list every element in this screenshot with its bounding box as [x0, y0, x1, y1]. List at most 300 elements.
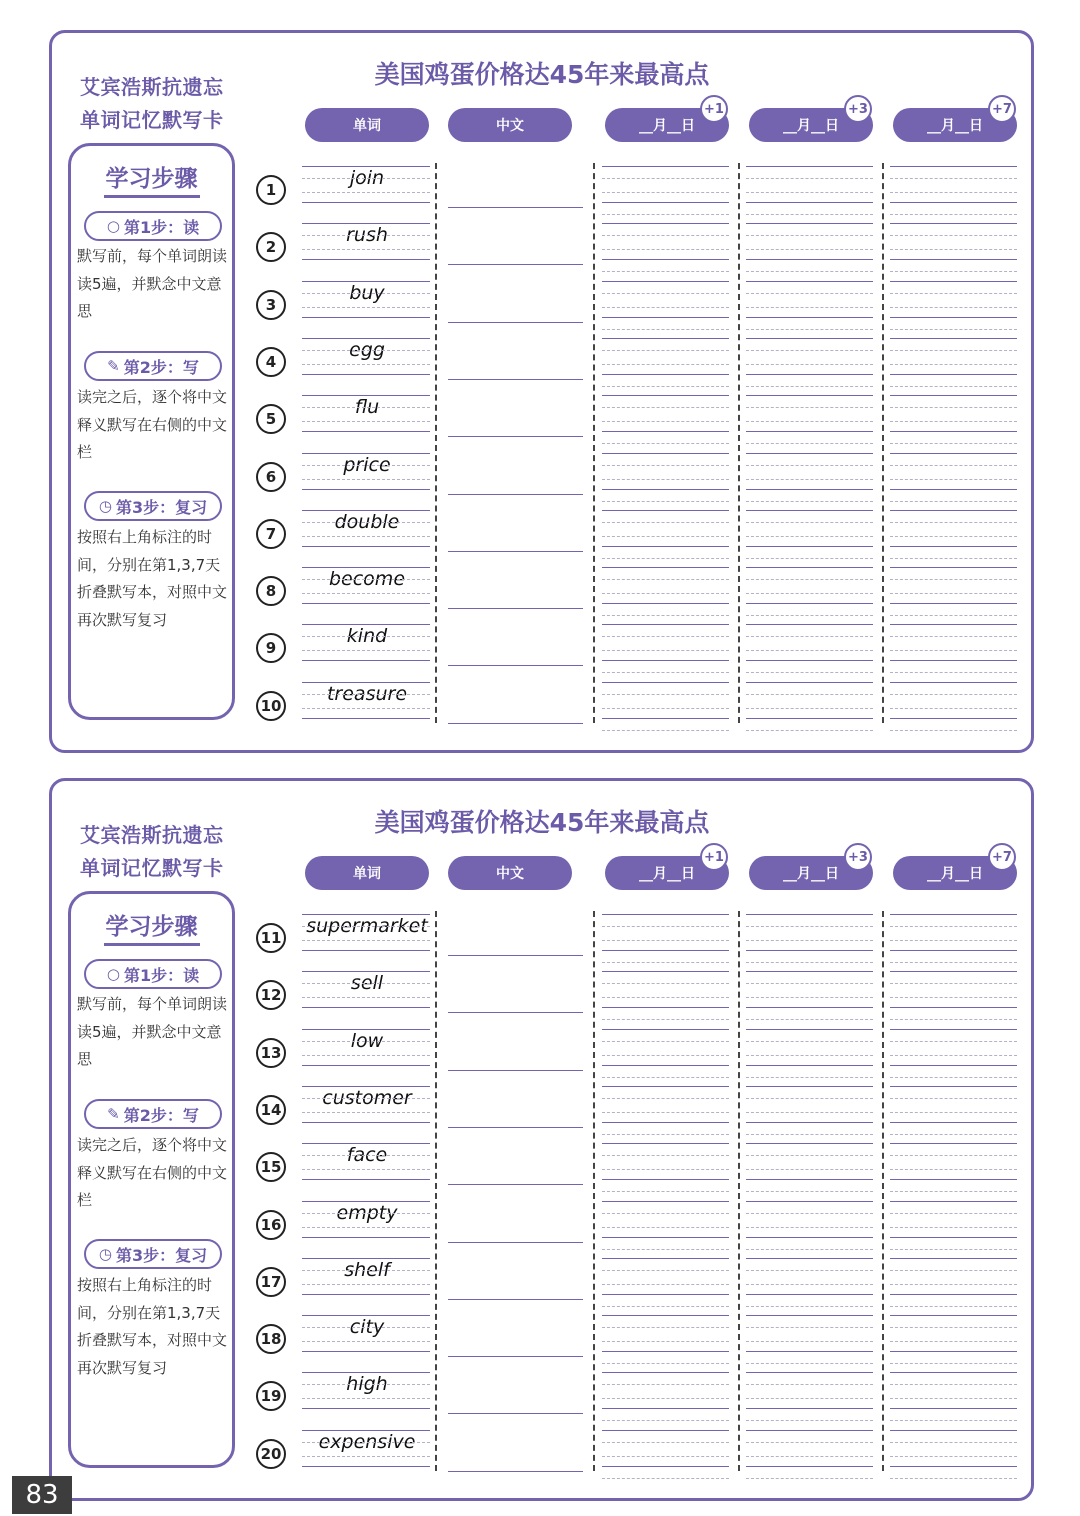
steps-title-text: 学习步骤: [104, 166, 200, 198]
word-row: [52, 970, 1037, 1027]
writing-line: [746, 1363, 873, 1364]
brand-line: 单词记忆默写卡: [80, 108, 224, 132]
writing-line: [602, 407, 729, 408]
row-number: 10: [256, 691, 286, 721]
word-text: face: [346, 1144, 388, 1167]
writing-line: [448, 1070, 583, 1071]
writing-line: [602, 1086, 729, 1087]
writing-line: [890, 983, 1017, 984]
writing-line: [746, 1179, 873, 1180]
writing-line: [746, 1420, 873, 1421]
writing-line: [746, 1384, 873, 1385]
writing-line: [302, 1398, 430, 1399]
word-text: high: [346, 1373, 388, 1396]
word-row: [52, 1371, 1037, 1428]
writing-line: [602, 1122, 729, 1123]
writing-line: [746, 1227, 873, 1228]
writing-line: [302, 624, 430, 625]
writing-line: [602, 997, 729, 998]
writing-line: [302, 249, 430, 250]
writing-line: [602, 1029, 729, 1030]
writing-line: [602, 718, 729, 719]
word-text: supermarket: [306, 915, 428, 937]
writing-line: [746, 374, 873, 375]
writing-line: [890, 1041, 1017, 1042]
writing-line: [746, 489, 873, 490]
header-date-3: __月__日: [749, 108, 873, 142]
writing-line: [890, 1351, 1017, 1352]
writing-line: [890, 730, 1017, 731]
writing-line: [746, 1041, 873, 1042]
writing-line: [746, 350, 873, 351]
writing-line: [602, 1112, 729, 1113]
writing-line: [602, 694, 729, 695]
writing-line: [302, 192, 430, 193]
writing-line: [890, 281, 1017, 282]
writing-line: [302, 522, 430, 523]
writing-line: [302, 1341, 430, 1342]
writing-line: [602, 453, 729, 454]
writing-line: [746, 636, 873, 637]
writing-line: [890, 1029, 1017, 1030]
writing-line: [602, 536, 729, 537]
writing-line: [602, 1408, 729, 1409]
word-row: [52, 1085, 1037, 1142]
writing-line: [602, 1155, 729, 1156]
writing-line: [602, 950, 729, 951]
writing-line: [890, 421, 1017, 422]
review-day-badge: +7: [988, 843, 1016, 871]
writing-line: [602, 465, 729, 466]
writing-line: [746, 479, 873, 480]
writing-line: [890, 940, 1017, 941]
word-text: sell: [350, 972, 384, 995]
word-row: [52, 913, 1037, 970]
row-number: 15: [256, 1152, 286, 1182]
word-text: buy: [349, 281, 385, 304]
writing-line: [746, 443, 873, 444]
word-text: treasure: [326, 682, 408, 705]
writing-line: [602, 338, 729, 339]
brand-title: [80, 71, 230, 137]
brand-line: 艾宾浩斯抗遗忘: [80, 75, 224, 99]
word-row: [52, 1200, 1037, 1257]
writing-line: [602, 914, 729, 915]
step-label: 第2步：写: [123, 1105, 199, 1125]
writing-line: [746, 593, 873, 594]
writing-line: [602, 1134, 729, 1135]
writing-line: [890, 235, 1017, 236]
writing-line: [746, 708, 873, 709]
writing-line: [890, 202, 1017, 203]
writing-line: [890, 1384, 1017, 1385]
word-text: rush: [346, 224, 388, 247]
writing-line: [746, 672, 873, 673]
writing-line: [746, 1122, 873, 1123]
writing-line: [302, 1456, 430, 1457]
writing-line: [746, 202, 873, 203]
writing-line: [890, 694, 1017, 695]
word-text: price: [343, 453, 391, 476]
writing-line: [302, 1327, 430, 1328]
writing-line: [890, 1191, 1017, 1192]
writing-line: [890, 1179, 1017, 1180]
writing-line: [890, 567, 1017, 568]
writing-line: [602, 443, 729, 444]
review-day-badge: +1: [700, 95, 728, 123]
writing-line: [890, 317, 1017, 318]
writing-line: [746, 1077, 873, 1078]
writing-line: [602, 395, 729, 396]
writing-line: [890, 249, 1017, 250]
writing-line: [602, 1179, 729, 1180]
clock-icon: ◷: [98, 497, 112, 515]
word-row: [52, 394, 1037, 451]
writing-line: [746, 1294, 873, 1295]
writing-line: [746, 926, 873, 927]
writing-line: [746, 1315, 873, 1316]
writing-line: [602, 421, 729, 422]
writing-line: [890, 465, 1017, 466]
writing-line: [890, 1270, 1017, 1271]
word-card: [49, 30, 1034, 753]
writing-line: [890, 479, 1017, 480]
writing-line: [302, 510, 430, 511]
word-row: [52, 1028, 1037, 1085]
word-text: become: [328, 568, 406, 591]
review-day-badge: +1: [700, 843, 728, 871]
writing-line: [890, 926, 1017, 927]
writing-line: [890, 546, 1017, 547]
writing-line: [746, 364, 873, 365]
writing-line: [890, 166, 1017, 167]
writing-line: [302, 1237, 430, 1238]
writing-line: [448, 1184, 583, 1185]
writing-line: [746, 579, 873, 580]
writing-line: [890, 307, 1017, 308]
writing-line: [746, 166, 873, 167]
writing-line: [890, 329, 1017, 330]
writing-line: [302, 453, 430, 454]
review-day-badge: +7: [988, 95, 1016, 123]
writing-line: [602, 1270, 729, 1271]
writing-line: [602, 249, 729, 250]
brand-title: [80, 819, 230, 885]
row-number: 3: [256, 290, 286, 320]
brand-line: 艾宾浩斯抗遗忘: [80, 823, 224, 847]
writing-line: [602, 682, 729, 683]
step-description: 读完之后，逐个将中文释义默写在右侧的中文栏: [77, 1136, 228, 1209]
writing-line: [302, 465, 430, 466]
writing-line: [890, 443, 1017, 444]
writing-line: [602, 1227, 729, 1228]
writing-line: [302, 694, 430, 695]
writing-line: [890, 1213, 1017, 1214]
step-label: 第2步：写: [123, 357, 199, 377]
writing-line: [890, 510, 1017, 511]
writing-line: [302, 1315, 430, 1316]
writing-line: [302, 1372, 430, 1373]
writing-line: [890, 1249, 1017, 1250]
writing-line: [746, 317, 873, 318]
row-number: 1: [256, 175, 286, 205]
writing-line: [746, 615, 873, 616]
row-number: 20: [256, 1439, 286, 1469]
writing-line: [448, 436, 583, 437]
writing-line: [602, 489, 729, 490]
writing-line: [602, 593, 729, 594]
writing-line: [602, 1284, 729, 1285]
writing-line: [602, 1019, 729, 1020]
writing-line: [746, 1466, 873, 1467]
writing-line: [602, 202, 729, 203]
writing-line: [890, 1227, 1017, 1228]
row-number: 6: [256, 462, 286, 492]
word-row: [52, 1142, 1037, 1199]
writing-line: [890, 1019, 1017, 1020]
writing-line: [890, 271, 1017, 272]
writing-line: [602, 364, 729, 365]
word-row: [52, 452, 1037, 509]
row-number: 2: [256, 232, 286, 262]
writing-line: [602, 293, 729, 294]
word-row: [52, 280, 1037, 337]
writing-line: [302, 1029, 430, 1030]
writing-line: [602, 431, 729, 432]
writing-line: [890, 1456, 1017, 1457]
speech-bubble-icon: ○: [106, 217, 120, 235]
writing-line: [602, 1258, 729, 1259]
writing-line: [890, 1055, 1017, 1056]
writing-line: [602, 178, 729, 179]
word-text: low: [350, 1029, 384, 1052]
writing-line: [448, 1012, 583, 1013]
writing-line: [746, 223, 873, 224]
writing-line: [890, 395, 1017, 396]
writing-line: [746, 1341, 873, 1342]
header-word: 单词: [305, 856, 429, 890]
writing-line: [302, 489, 430, 490]
writing-line: [890, 1143, 1017, 1144]
writing-line: [746, 914, 873, 915]
writing-line: [302, 603, 430, 604]
writing-line: [602, 1007, 729, 1008]
writing-line: [602, 1478, 729, 1479]
writing-line: [890, 374, 1017, 375]
word-text: egg: [349, 338, 385, 361]
writing-line: [890, 1201, 1017, 1202]
writing-line: [602, 1201, 729, 1202]
writing-line: [302, 926, 430, 927]
writing-line: [602, 1098, 729, 1099]
writing-line: [890, 650, 1017, 651]
writing-line: [746, 1284, 873, 1285]
writing-line: [602, 1237, 729, 1238]
writing-line: [602, 271, 729, 272]
page-number: 83: [12, 1476, 72, 1514]
writing-line: [302, 1430, 430, 1431]
writing-line: [602, 660, 729, 661]
word-text: shelf: [344, 1258, 390, 1281]
writing-line: [890, 1237, 1017, 1238]
word-row: [52, 509, 1037, 566]
writing-line: [302, 718, 430, 719]
writing-line: [302, 1384, 430, 1385]
writing-line: [746, 1408, 873, 1409]
writing-line: [448, 608, 583, 609]
writing-line: [890, 1478, 1017, 1479]
writing-line: [448, 1356, 583, 1357]
writing-line: [602, 1169, 729, 1170]
writing-line: [890, 1065, 1017, 1066]
writing-line: [746, 1258, 873, 1259]
writing-line: [302, 708, 430, 709]
writing-line: [302, 971, 430, 972]
writing-line: [890, 1077, 1017, 1078]
writing-line: [746, 1270, 873, 1271]
writing-line: [602, 1420, 729, 1421]
word-text: customer: [322, 1086, 412, 1109]
writing-line: [890, 1169, 1017, 1170]
writing-line: [746, 421, 873, 422]
writing-line: [602, 235, 729, 236]
writing-line: [602, 510, 729, 511]
writing-line: [302, 1466, 430, 1467]
header-chinese: 中文: [448, 108, 572, 142]
writing-line: [890, 1284, 1017, 1285]
writing-line: [602, 192, 729, 193]
writing-line: [746, 501, 873, 502]
writing-line: [890, 536, 1017, 537]
word-row: [52, 1314, 1037, 1371]
writing-line: [890, 914, 1017, 915]
writing-line: [890, 558, 1017, 559]
writing-line: [302, 1041, 430, 1042]
writing-line: [890, 1315, 1017, 1316]
writing-line: [602, 386, 729, 387]
writing-line: [602, 558, 729, 559]
writing-line: [448, 494, 583, 495]
writing-line: [602, 1077, 729, 1078]
header-chinese: 中文: [448, 856, 572, 890]
writing-line: [890, 1306, 1017, 1307]
writing-line: [746, 1007, 873, 1008]
writing-line: [302, 983, 430, 984]
word-card: [49, 778, 1034, 1501]
writing-line: [890, 971, 1017, 972]
step-description: 读完之后，逐个将中文释义默写在右侧的中文栏: [77, 388, 228, 461]
pencil-icon: ✎: [107, 1105, 120, 1123]
row-number: 12: [256, 980, 286, 1010]
writing-line: [746, 1372, 873, 1373]
writing-line: [302, 650, 430, 651]
writing-line: [302, 1065, 430, 1066]
writing-line: [746, 307, 873, 308]
word-text: flu: [354, 396, 380, 419]
row-number: 5: [256, 404, 286, 434]
writing-line: [448, 1127, 583, 1128]
row-number: 14: [256, 1095, 286, 1125]
writing-line: [746, 453, 873, 454]
writing-line: [302, 940, 430, 941]
row-number: 8: [256, 576, 286, 606]
writing-line: [302, 364, 430, 365]
writing-line: [602, 940, 729, 941]
writing-line: [602, 374, 729, 375]
writing-line: [302, 235, 430, 236]
header-date-1: __月__日: [605, 108, 729, 142]
writing-line: [602, 281, 729, 282]
review-day-badge: +3: [844, 843, 872, 871]
writing-line: [602, 730, 729, 731]
writing-line: [890, 1341, 1017, 1342]
writing-line: [746, 1155, 873, 1156]
writing-line: [746, 1065, 873, 1066]
step-label: 第3步：复习: [115, 1245, 208, 1265]
writing-line: [602, 1456, 729, 1457]
writing-line: [890, 593, 1017, 594]
card-title: 美国鸡蛋价格达45年来最高点: [374, 808, 710, 837]
writing-line: [448, 1242, 583, 1243]
clock-icon: ◷: [98, 1245, 112, 1263]
writing-line: [602, 1384, 729, 1385]
writing-line: [602, 579, 729, 580]
writing-line: [602, 636, 729, 637]
writing-line: [890, 718, 1017, 719]
writing-line: [302, 1213, 430, 1214]
writing-line: [448, 955, 583, 956]
writing-line: [302, 1227, 430, 1228]
writing-line: [302, 407, 430, 408]
writing-line: [602, 1294, 729, 1295]
writing-line: [302, 1201, 430, 1202]
writing-line: [890, 1327, 1017, 1328]
writing-line: [746, 983, 873, 984]
writing-line: [746, 1478, 873, 1479]
writing-line: [890, 1086, 1017, 1087]
writing-line: [302, 1258, 430, 1259]
row-number: 18: [256, 1324, 286, 1354]
writing-line: [890, 1372, 1017, 1373]
writing-line: [602, 1442, 729, 1443]
writing-line: [602, 329, 729, 330]
word-row: [52, 337, 1037, 394]
writing-line: [890, 1122, 1017, 1123]
writing-line: [746, 962, 873, 963]
step-description: 按照右上角标注的时间，分别在第1,3,7天折叠默写本，对照中文再次默写复习: [77, 528, 228, 629]
writing-line: [890, 962, 1017, 963]
writing-line: [302, 1112, 430, 1113]
writing-line: [602, 926, 729, 927]
writing-line: [746, 718, 873, 719]
writing-line: [746, 1306, 873, 1307]
writing-line: [448, 1299, 583, 1300]
writing-line: [746, 235, 873, 236]
writing-line: [302, 593, 430, 594]
steps-title-text: 学习步骤: [104, 914, 200, 946]
writing-line: [448, 551, 583, 552]
writing-line: [890, 1294, 1017, 1295]
step-description: 按照右上角标注的时间，分别在第1,3,7天折叠默写本，对照中文再次默写复习: [77, 1276, 228, 1377]
writing-line: [448, 1471, 583, 1472]
writing-line: [302, 223, 430, 224]
writing-line: [302, 307, 430, 308]
writing-line: [302, 1294, 430, 1295]
writing-line: [602, 1249, 729, 1250]
writing-line: [746, 249, 873, 250]
writing-line: [302, 950, 430, 951]
word-row: [52, 165, 1037, 222]
